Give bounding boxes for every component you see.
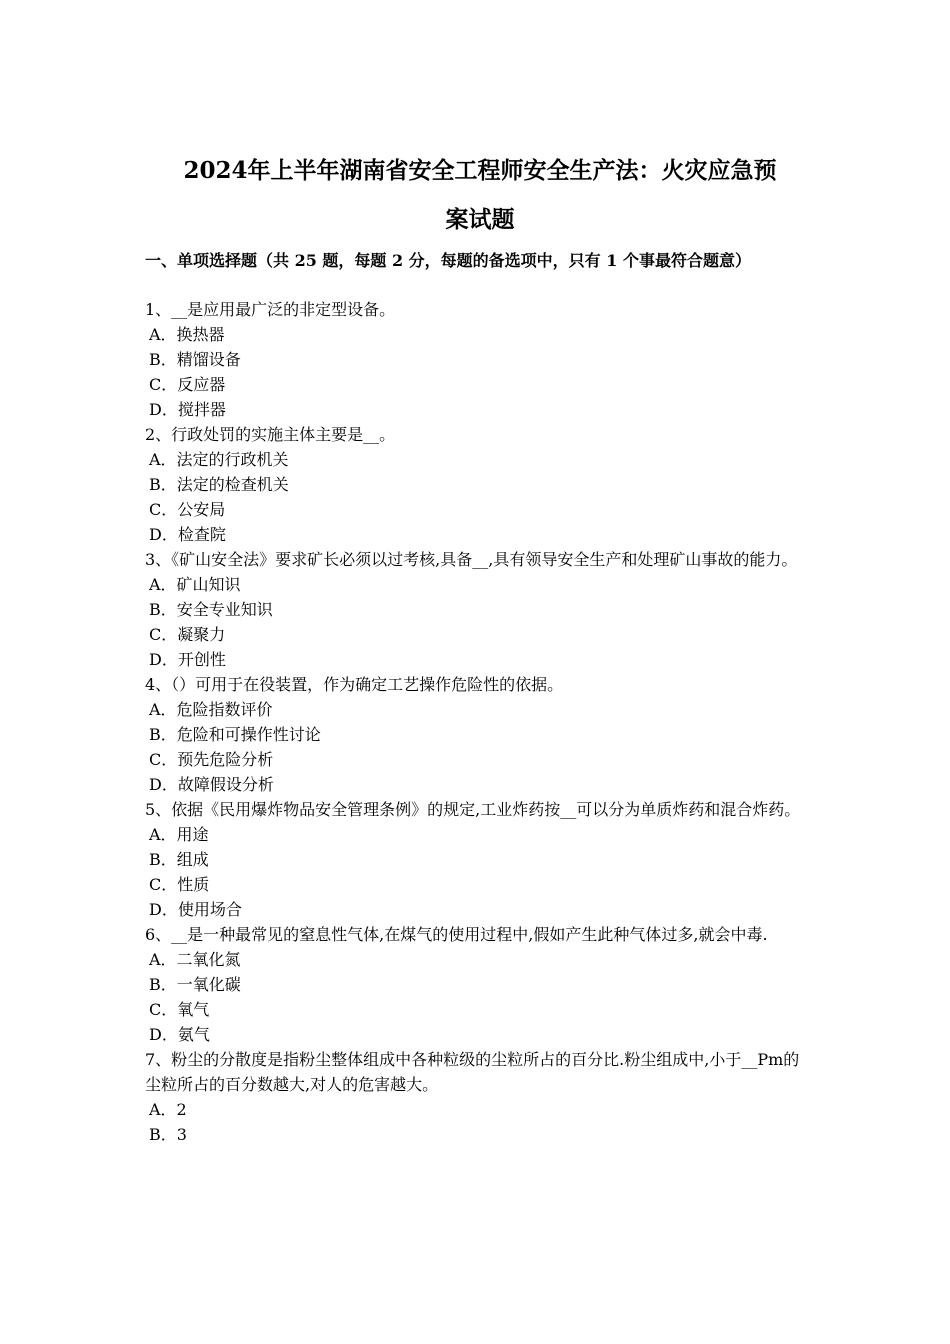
option-c: C．性质 [149,875,210,894]
option-a: A．2 [149,1100,187,1119]
option-b: B．危险和可操作性讨论 [149,725,321,744]
option-b: B．安全专业知识 [149,600,273,619]
option-d: D．搅拌器 [149,400,226,419]
option-d: D．使用场合 [149,900,242,919]
option-a: A．换热器 [149,325,225,344]
question-7 [145,1047,815,1147]
question-stem: 5、依据《民用爆炸物品安全管理条例》的规定,工业炸药按__可以分为单质炸药和混合炸药。 [145,800,801,819]
question-stem: 4、（）可用于在役装置，作为确定工艺操作危险性的依据。 [145,675,564,694]
question-5 [145,797,815,922]
question-4 [145,672,815,797]
option-a: A．危险指数评价 [149,700,273,719]
option-a: A．法定的行政机关 [149,450,289,469]
option-b: B．3 [149,1125,187,1144]
option-a: A．二氧化氮 [149,950,241,969]
option-a: A．用途 [149,825,209,844]
question-stem: 3、《矿山安全法》要求矿长必须以过考核,具备__,具有领导安全生产和处理矿山事故的能力。 [145,550,798,569]
option-c: C．预先危险分析 [149,750,274,769]
option-b: B．组成 [149,850,209,869]
option-d: D．检查院 [149,525,226,544]
question-1 [145,297,815,422]
section-header: 一、单项选择题（共 25 题，每题 2 分，每题的备选项中，只有 1 个事最符合题意） [145,251,751,270]
question-stem: 2、行政处罚的实施主体主要是__。 [145,425,396,444]
document-title-line-2: 案试题 [445,206,515,233]
question-list [145,297,815,1147]
option-a: A．矿山知识 [149,575,241,594]
option-d: D．开创性 [149,650,226,669]
option-b: B．一氧化碳 [149,975,241,994]
question-stem: 7、粉尘的分散度是指粉尘整体组成中各种粒级的尘粒所占的百分比.粉尘组成中,小于__Pm的尘粒所占的百分数越大,对人的危害越大。 [145,1050,800,1094]
option-c: C．氧气 [149,1000,210,1019]
option-c: C．凝聚力 [149,625,226,644]
option-d: D．氨气 [149,1025,210,1044]
question-2 [145,422,815,547]
question-3 [145,547,815,672]
document-title-line-1: 2024年上半年湖南省安全工程师安全生产法：火灾应急预 [183,157,777,184]
option-d: D．故障假设分析 [149,775,274,794]
question-stem: 6、__是一种最常见的窒息性气体,在煤气的使用过程中,假如产生此种气体过多,就会中毒. [145,925,768,944]
option-b: B．法定的检查机关 [149,475,289,494]
option-c: C．反应器 [149,375,226,394]
question-stem: 1、__是应用最广泛的非定型设备。 [145,300,396,319]
question-6 [145,922,815,1047]
option-c: C．公安局 [149,500,226,519]
option-b: B．精馏设备 [149,350,241,369]
